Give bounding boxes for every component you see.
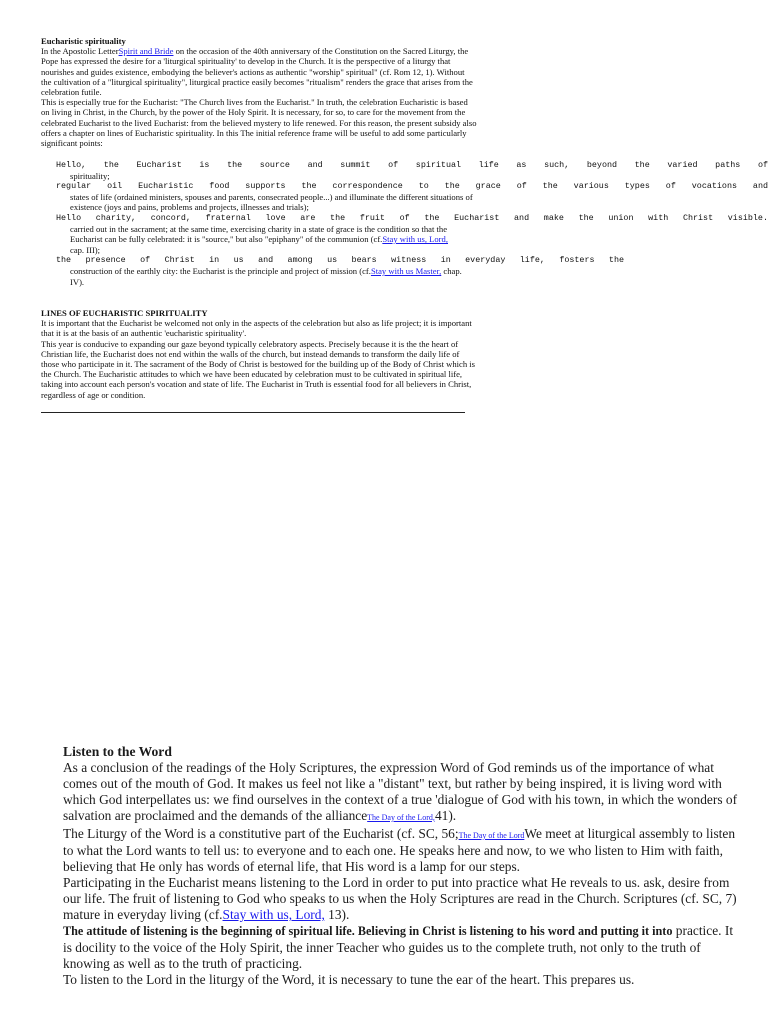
list-item [56,213,768,255]
list-item-text-part: chap. IV). [70,265,462,287]
stay-with-us-lord-link[interactable]: Stay with us, Lord, [382,234,448,245]
day-of-the-lord-link[interactable]: The Day of the Lord, [367,812,435,822]
paragraph-text: 41). [434,807,457,823]
horizontal-divider [41,412,465,413]
paragraph-text: The Liturgy of the Word is a constitutive part of the Eucharist (cf. SC, 56; [63,825,459,841]
paragraph-text: In the Apostolic Letter [41,46,119,57]
paragraph-text: alliance [325,807,368,823]
list-item-text: states of life (ordained ministers, spouses and parents, consecrated people...) and illuminate the different situations of existence (joys and pains, problems and projects, illnesses and trials); [70,191,473,213]
paragraph [63,826,743,876]
day-of-the-lord-link[interactable]: The Day of the Lord [458,830,525,840]
paragraph [63,760,743,826]
paragraph: It is important that the Eucharist be welcomed not only in the aspects of the celebration but also as life project; it is important that it is at the basis of an authentic 'eucharistic spirituality'. [41,318,472,339]
list-item-lead: the presence of Christ in us and among us bears witness in everyday life, fosters the [56,255,624,266]
paragraph: This year is conducive to expanding our gaze beyond typically celebratory aspects. Precisely because it is the the heart of Christian life, the Eucharist does not end within the walls of the church, but instead demands to transform the daily life of those who participate in it. The sacrament of the Body of Christ is bestowed for the building up of the Body of Christ which is the Church. The Eucharistic attitudes to which we have been educated by celebration must to be cultivated in spiritual life, taking into account each person's vocation and state of life. The Eucharist in Truth is essential food for all believers in Christ, regardless of age or condition. [41,338,475,400]
list-item-text [56,266,470,287]
list-item [56,160,768,181]
list-item-text [56,224,460,256]
paragraph-text: We meet at liturgical assembly to listen to what the Lord wants to tell us: to everyone and to each one. He speaks here and now, to we who listen to Him with faith, believing that He only has words of eternal life, that His word is a lamp for our steps. [63,825,736,875]
list-item [56,255,624,287]
paragraph-text: 13). [324,907,350,923]
paragraph-text: As a conclusion of the readings of the Holy Scriptures, the expression Word of God reminds us of the importance of what comes out of the mouth of God. It makes us feel not like a "distant" text, but rather by being inspired, it is living word with which God interpellates us: we find ourselves in the context of a true 'dialogue of God with his town, in which the wonders of salvation are proclaimed and the demands of the [63,759,738,823]
paragraph [63,923,743,972]
section-title: Listen to the Word [63,744,172,759]
list-item-text-part: construction of the earthly city: the Eucharist is the principle and project of mission (cf. [70,265,371,276]
paragraph-text: Participating in the Eucharist means listening to the Lord in order to put into practice what He reveals to us. ask, desire from our life. The fruit of listening to God who speaks to us when the Holy Scriptures are read in the Church. Scriptures (cf. SC, 7) mature in everyday living (cf. [63,875,737,923]
paragraph [41,46,477,97]
section-title: Eucharistic spirituality [41,36,126,46]
spirit-and-bride-link[interactable]: Spirit and Bride [118,46,174,57]
section-title: LINES OF EUCHARISTIC SPIRITUALITY [41,308,208,318]
list-item-text-part: carried out in the sacrament; at the same time, exercising charity in a state of grace is the condition so that the Eucharist can be fully celebrated: it is "source," but also "epiphany" of the communion (cf. [70,223,448,245]
paragraph [63,875,743,923]
paragraph-text: on the occasion of the 40th anniversary of the Constitution on the Sacred Liturgy, the Pope has expressed the desire for a 'liturgical spirituality' to develop in the Church. It is the perspective of a liturgy that nourishes and guides existence, embodying the believer's actions as authentic "worship" spiritual" (cf. Rom 12, 1). Without the cultivation of a "liturgical spirituality", liturgical practice easily becomes "ritualism" renders the grace that arises from the celebration futile. [41,46,473,98]
list-item-lead: Hello, the Eucharist is the source and summit of spiritual life as such, beyond the varied paths of [56,160,768,170]
emphasized-text: The attitude of listening is the beginning of spiritual life. Believing in Christ is listening to his word and putting it into [63,923,673,938]
paragraph: This is especially true for the Eucharist: "The Church lives from the Eucharist." In truth, the celebration Eucharistic is based on living in Christ, in the Church, by the power of the Holy Spirit. It is necessary, for so, to care for the movement from the celebrated Eucharist to the lived Eucharist: from the believed mystery to life renewed. For this reason, the present subsidy also offers a chapter on lines of Eucharistic spirituality. In this The initial reference frame will be useful to add some particularly significant points: [41,97,477,149]
list-item-text: spirituality; [70,170,110,181]
eucharistic-spirituality-section [41,36,477,148]
paragraph-text: practice. It is docility to the voice of the Holy Spirit, the inner Teacher who guides us to the complete truth, not only to the truth of knowing as well as to the truth of practicing. [63,922,734,971]
list-item-lead: regular oil Eucharistic food supports the correspondence to the grace of the various types of vocations and [56,181,768,192]
lines-of-spirituality-section [41,308,477,400]
stay-with-us-master-link[interactable]: Stay with us Master, [370,265,442,276]
paragraph: To listen to the Lord in the liturgy of the Word, it is necessary to tune the ear of the heart. This prepares us. [63,971,635,987]
bullet-list [56,160,768,287]
stay-with-us-lord-link[interactable]: Stay with us, Lord, [222,907,325,923]
list-item-lead: Hello charity, concord, fraternal love are the fruit of the Eucharist and make the union with Christ visible. [56,212,768,223]
listen-to-the-word-section [63,744,743,988]
list-item [56,181,768,213]
list-item-text-part: cap. III); [70,244,101,255]
